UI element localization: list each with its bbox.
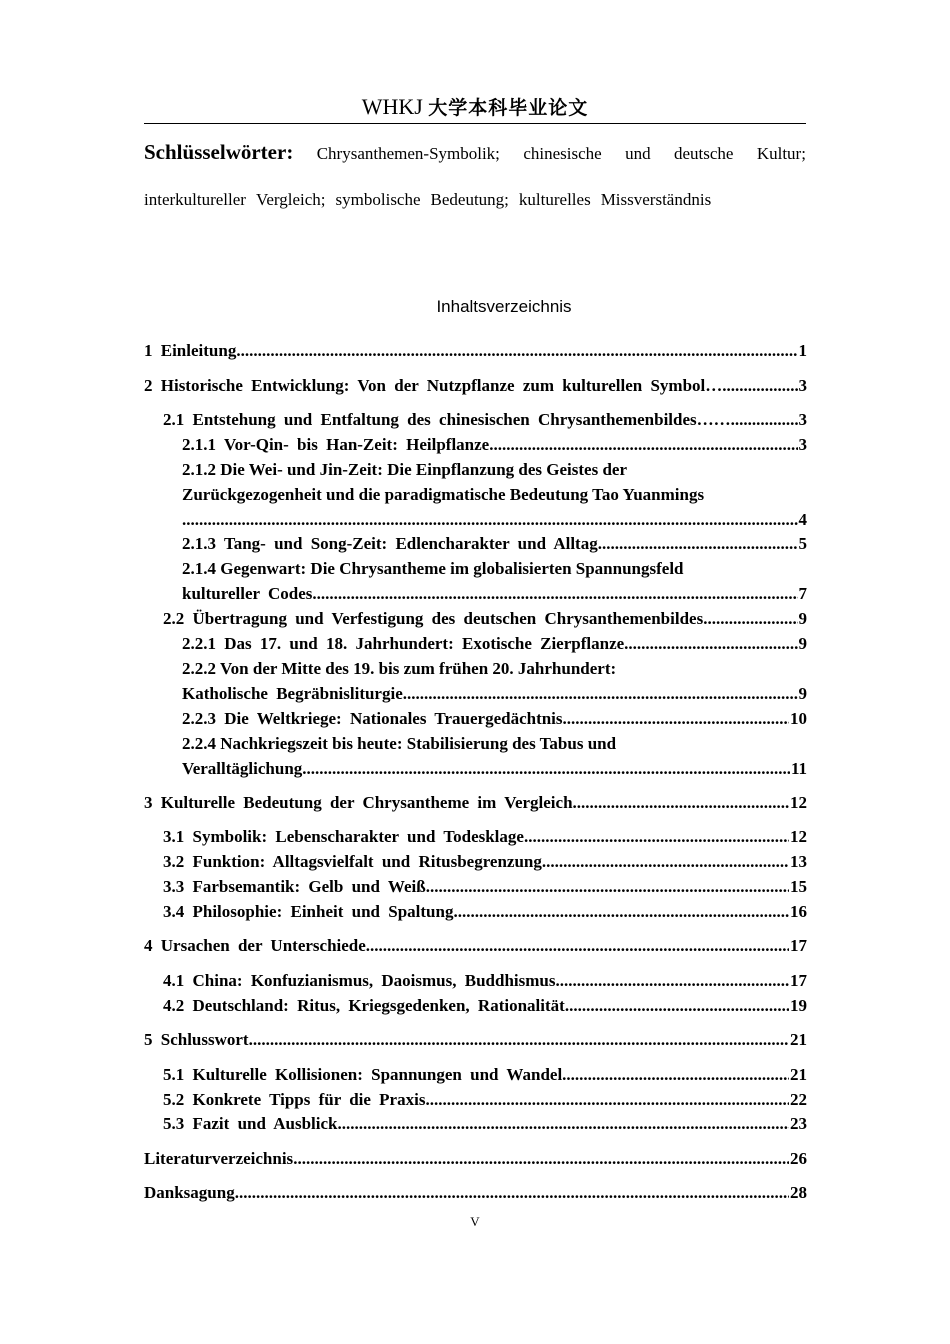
toc-leader-dots (293, 1146, 789, 1171)
toc-page-number: 17 (790, 936, 807, 955)
toc-leader-dots (524, 824, 789, 849)
toc-entry-text: 4.2 Deutschland: Ritus, Kriegsgedenken, Rationalität (163, 996, 565, 1015)
toc-entry-text: 2.1.2 Die Wei- und Jin-Zeit: Die Einpflanzung des Geistes der (182, 460, 628, 479)
toc-page-number: 12 (790, 827, 807, 846)
toc-leader-dots (563, 706, 789, 731)
toc-entry[interactable] (182, 432, 807, 457)
toc-entry-text: 2.1.1 Vor-Qin- bis Han-Zeit: Heilpflanze (182, 435, 490, 454)
toc-leader-dots (249, 1027, 789, 1052)
toc-page-number: 28 (790, 1183, 807, 1202)
keyword-word: Bedeutung; (430, 190, 509, 209)
toc-entry-text: 5.1 Kulturelle Kollisionen: Spannungen und Wandel (163, 1065, 563, 1084)
toc-page-number: 17 (790, 971, 807, 990)
toc-entry[interactable] (144, 373, 807, 398)
toc-page-number: 23 (790, 1114, 807, 1133)
toc-entry[interactable] (163, 874, 807, 899)
toc-page-number: 3 (798, 435, 807, 454)
toc-entry-text: 4.1 China: Konfuzianismus, Daoismus, Buddhismus (163, 971, 556, 990)
toc-entry[interactable] (163, 1087, 807, 1112)
toc-leader-dots (366, 933, 789, 958)
keywords-label: Schlüsselwörter: (144, 140, 294, 164)
keyword-word: symbolische (335, 190, 421, 209)
toc-entry-text: 5 Schlusswort (144, 1030, 249, 1049)
toc-entry[interactable] (144, 790, 807, 815)
toc-leader-dots (731, 407, 798, 432)
toc-page-number: 3 (798, 410, 807, 429)
toc-entry-row (163, 874, 807, 899)
toc-entry-text: Katholische Begräbnisliturgie (182, 684, 403, 703)
toc-page-number: 10 (790, 709, 807, 728)
toc-page-number: 9 (798, 634, 807, 653)
toc-entry-text: 4 Ursachen der Unterschiede (144, 936, 366, 955)
toc-entry-text: 3.3 Farbsemantik: Gelb und Weiß (163, 877, 426, 896)
toc-entry-text: Danksagung (144, 1183, 235, 1202)
toc-leader-dots (302, 756, 790, 781)
toc-page-number: 1 (798, 341, 807, 360)
toc-leader-dots (573, 790, 789, 815)
toc-entry-text: 2.1.3 Tang- und Song-Zeit: Edlencharakter und Alltag (182, 534, 598, 553)
toc-entry-text: 1 Einleitung (144, 341, 237, 360)
toc-page-number: 3 (798, 376, 807, 395)
toc-page-number: 15 (790, 877, 807, 896)
toc-entry[interactable] (163, 1111, 807, 1136)
toc-entry-row (163, 606, 807, 631)
toc-entry-row (144, 790, 807, 815)
toc-leader-dots (403, 681, 798, 706)
toc-entry[interactable] (163, 993, 807, 1018)
toc-entry-row (182, 581, 807, 606)
toc-entry[interactable] (144, 1027, 807, 1052)
toc-page-number: 21 (790, 1065, 807, 1084)
toc-page-number: 9 (798, 684, 807, 703)
toc-entry[interactable] (163, 899, 807, 924)
toc-entry-row (144, 373, 807, 398)
toc-entry[interactable] (163, 407, 807, 432)
toc-leader-dots (542, 849, 789, 874)
toc-leader-dots (489, 432, 797, 457)
toc-entry-row (163, 849, 807, 874)
toc-entry-row (182, 756, 807, 781)
toc-entry-row (163, 993, 807, 1018)
toc-entry-row (182, 681, 807, 706)
toc-entry[interactable] (182, 731, 807, 781)
toc-leader-dots (236, 338, 797, 363)
toc-entry-text: 2 Historische Entwicklung: Von der Nutzpflanze zum kulturellen Symbol… (144, 376, 723, 395)
toc-page-number: 9 (798, 609, 807, 628)
toc-entry[interactable] (163, 968, 807, 993)
toc-entry-row (163, 1111, 807, 1136)
toc-page-number: 12 (790, 793, 807, 812)
toc-entry[interactable] (182, 656, 807, 706)
toc-leader-dots (565, 993, 789, 1018)
toc-entry[interactable] (144, 1146, 807, 1171)
toc-entry[interactable] (182, 706, 807, 731)
toc-entry-row (144, 1180, 807, 1205)
toc-entry-row (163, 1062, 807, 1087)
toc-entry[interactable] (144, 338, 807, 363)
toc-leader-dots (624, 631, 797, 656)
toc-entry-row (144, 1146, 807, 1171)
toc-entry[interactable] (163, 1062, 807, 1087)
toc-page-number: 16 (790, 902, 807, 921)
toc-entry[interactable] (163, 849, 807, 874)
toc-page-number: 19 (790, 996, 807, 1015)
toc-entry[interactable] (144, 1180, 807, 1205)
toc-entry-row (144, 1027, 807, 1052)
header-cjk: 大学本科毕业论文 (428, 97, 589, 119)
toc-entry[interactable] (144, 933, 807, 958)
toc-entry[interactable] (163, 824, 807, 849)
toc-page-number: 13 (790, 852, 807, 871)
toc-leader-dots (182, 507, 798, 532)
toc-entry-text: 2.1 Entstehung und Entfaltung des chinesischen Chrysanthemenbildes…… (163, 410, 731, 429)
toc-entry-text: 2.2.4 Nachkriegszeit bis heute: Stabilisierung des Tabus und (182, 734, 617, 753)
toc-entry-text: kultureller Codes (182, 584, 313, 603)
toc-entry[interactable] (182, 556, 807, 606)
toc-leader-dots (426, 874, 789, 899)
toc-entry-text: 3 Kulturelle Bedeutung der Chrysantheme im Vergleich (144, 793, 573, 812)
toc-entry-text: 5.3 Fazit und Ausblick (163, 1114, 338, 1133)
toc-entry-text: Zurückgezogenheit und die paradigmatische Bedeutung Tao Yuanmings (182, 485, 705, 504)
toc-entry[interactable] (163, 606, 807, 631)
toc-entry[interactable] (182, 631, 807, 656)
keyword-word: Chrysanthemen-Symbolik; (316, 144, 500, 163)
toc-leader-dots (338, 1111, 790, 1136)
toc-entry-row (182, 631, 807, 656)
keyword-word: chinesische (523, 144, 602, 163)
toc-entry-row (144, 933, 807, 958)
keyword-word: interkultureller (144, 190, 246, 209)
toc-leader-dots (555, 968, 789, 993)
header-latin: WHKJ (361, 94, 429, 119)
toc-title: Inhaltsverzeichnis (436, 297, 572, 316)
toc-entry-text: 3.2 Funktion: Alltagsvielfalt und Ritusbegrenzung (163, 852, 542, 871)
toc-page-number: 21 (790, 1030, 807, 1049)
toc-leader-dots (312, 581, 797, 606)
toc-leader-dots (703, 606, 797, 631)
toc-entry-row (182, 531, 807, 556)
toc-entry-row (144, 338, 807, 363)
toc-leader-dots (453, 899, 789, 924)
toc-entry-row (163, 899, 807, 924)
toc-entry-text: 2.2.3 Die Weltkriege: Nationales Trauergedächtnis (182, 709, 563, 728)
keyword-word: und (625, 144, 651, 163)
toc-page-number: 5 (798, 534, 807, 553)
toc-leader-dots (425, 1087, 789, 1112)
toc-leader-dots (235, 1180, 789, 1205)
toc-entry-text: 2.2 Übertragung und Verfestigung des deutschen Chrysanthemenbildes (163, 609, 704, 628)
toc-leader-dots (562, 1062, 789, 1087)
toc-page-number: 7 (798, 584, 807, 603)
toc-entry-row (163, 1087, 807, 1112)
toc-leader-dots (598, 531, 798, 556)
toc-page-number: 4 (798, 510, 807, 529)
keyword-word: Kultur; (756, 144, 806, 163)
toc-page-number: 11 (790, 759, 807, 778)
keyword-word: Vergleich; (255, 190, 326, 209)
keyword-word: kulturelles (518, 190, 591, 209)
toc-entry-row (182, 507, 807, 532)
toc-entry-text: 2.2.2 Von der Mitte des 19. bis zum frühen 20. Jahrhundert: (182, 659, 617, 678)
toc-entry-text: 2.2.1 Das 17. und 18. Jahrhundert: Exotische Zierpflanze (182, 634, 625, 653)
toc-entry-text: Literaturverzeichnis (144, 1149, 294, 1168)
toc-entry-row (163, 968, 807, 993)
toc-entry-row (163, 824, 807, 849)
toc-page-number: 26 (790, 1149, 807, 1168)
toc-entry-text: Veralltäglichung (182, 759, 303, 778)
toc-entry-text: 5.2 Konkrete Tipps für die Praxis (163, 1090, 426, 1109)
page-number: V (470, 1214, 480, 1229)
keyword-word: Missverständnis (600, 190, 712, 209)
toc-entry[interactable] (182, 531, 807, 556)
toc-entry-row (182, 706, 807, 731)
keyword-word: deutsche (673, 144, 734, 163)
toc-leader-dots (722, 373, 797, 398)
toc-entry-text: 3.1 Symbolik: Lebenscharakter und Todesklage (163, 827, 524, 846)
toc-entry-text: 3.4 Philosophie: Einheit und Spaltung (163, 902, 454, 921)
toc-page-number: 22 (790, 1090, 807, 1109)
toc-entry-row (163, 407, 807, 432)
toc-entry-row (182, 432, 807, 457)
toc-entry-text: 2.1.4 Gegenwart: Die Chrysantheme im globalisierten Spannungsfeld (182, 559, 684, 578)
toc-entry[interactable] (182, 457, 807, 532)
